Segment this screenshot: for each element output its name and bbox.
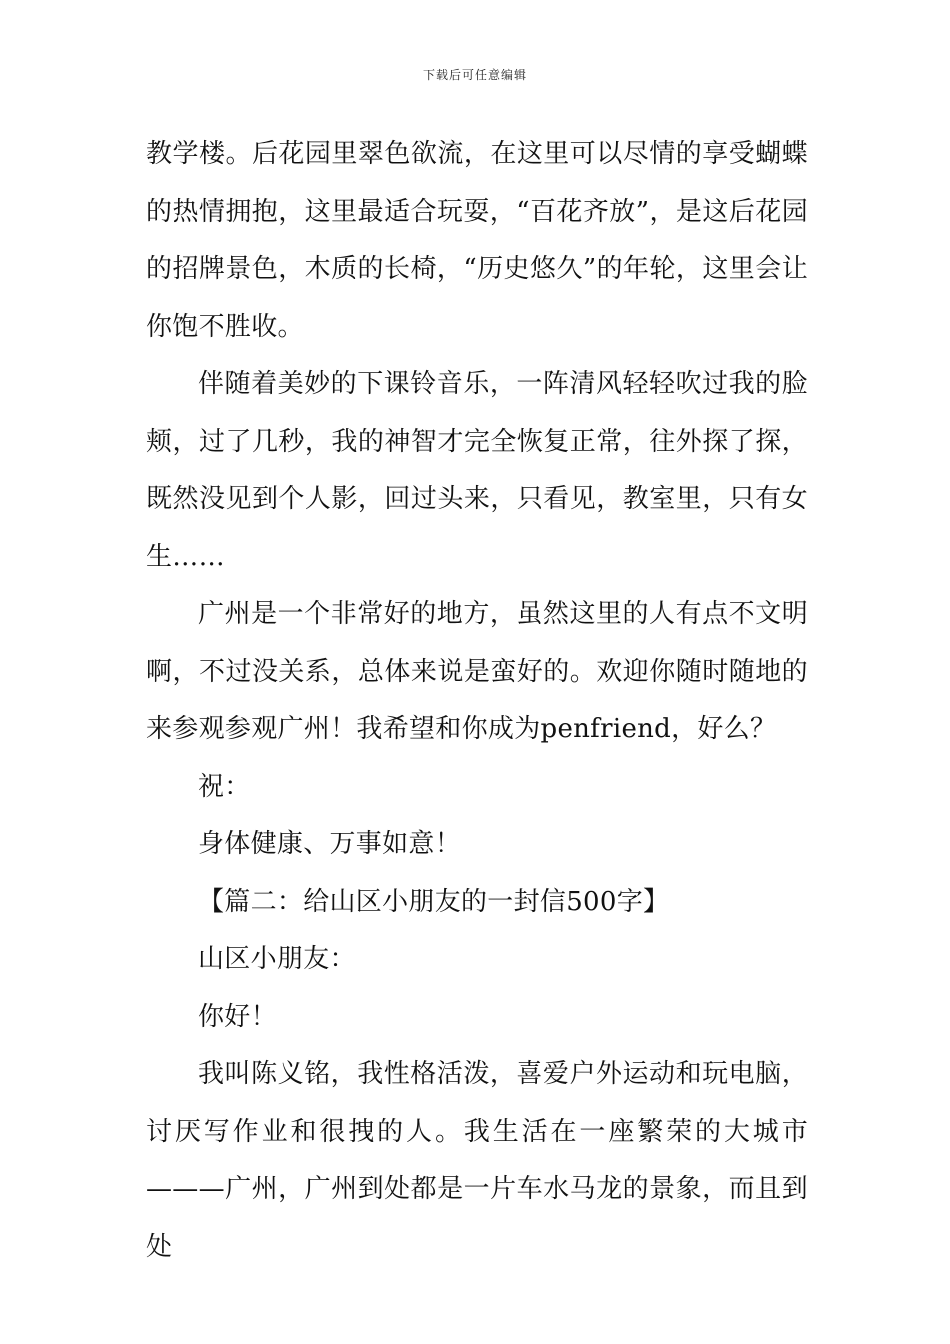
greeting-wish-text: 身体健康、万事如意！ bbox=[198, 829, 462, 859]
page-header: 下载后可任意编辑 bbox=[422, 68, 527, 82]
paragraph-1: 教学楼。后花园里翠色欲流，在这里可以尽情的享受蝴蝶的热情拥抱，这里最适合玩耍，“百花齐放”，是这后花园的招牌景色，木质的长椅，“历史悠久”的年轮，这里会让你饱不胜收。 bbox=[146, 139, 808, 342]
salutation: 山区小朋友： bbox=[198, 944, 356, 974]
paragraph-3: 广州是一个非常好的地方，虽然这里的人有点不文明啊，不过没关系，总体来说是蛮好的。欢迎你随时随地的来参观参观广州！我希望和你成为penfriend，好么？ bbox=[146, 599, 808, 744]
paragraph-2: 伴随着美妙的下课铃音乐，一阵清风轻轻吹过我的脸颊，过了几秒，我的神智才完全恢复正常，往外探了探，既然没见到个人影，回过头来，只看见，教室里，只有女生…… bbox=[146, 369, 808, 572]
document-body bbox=[146, 126, 808, 1276]
greeting-wish-label: 祝： bbox=[198, 771, 251, 802]
section-title: 【篇二：给山区小朋友的一封信500字】 bbox=[198, 886, 670, 917]
hello-line: 你好！ bbox=[198, 1001, 277, 1032]
paragraph-intro: 我叫陈义铭，我性格活泼，喜爱户外运动和玩电脑，讨厌写作业和很拽的人。我生活在一座繁荣的大城市———广州，广州到处都是一片车水马龙的景象，而且到处 bbox=[146, 1059, 808, 1262]
